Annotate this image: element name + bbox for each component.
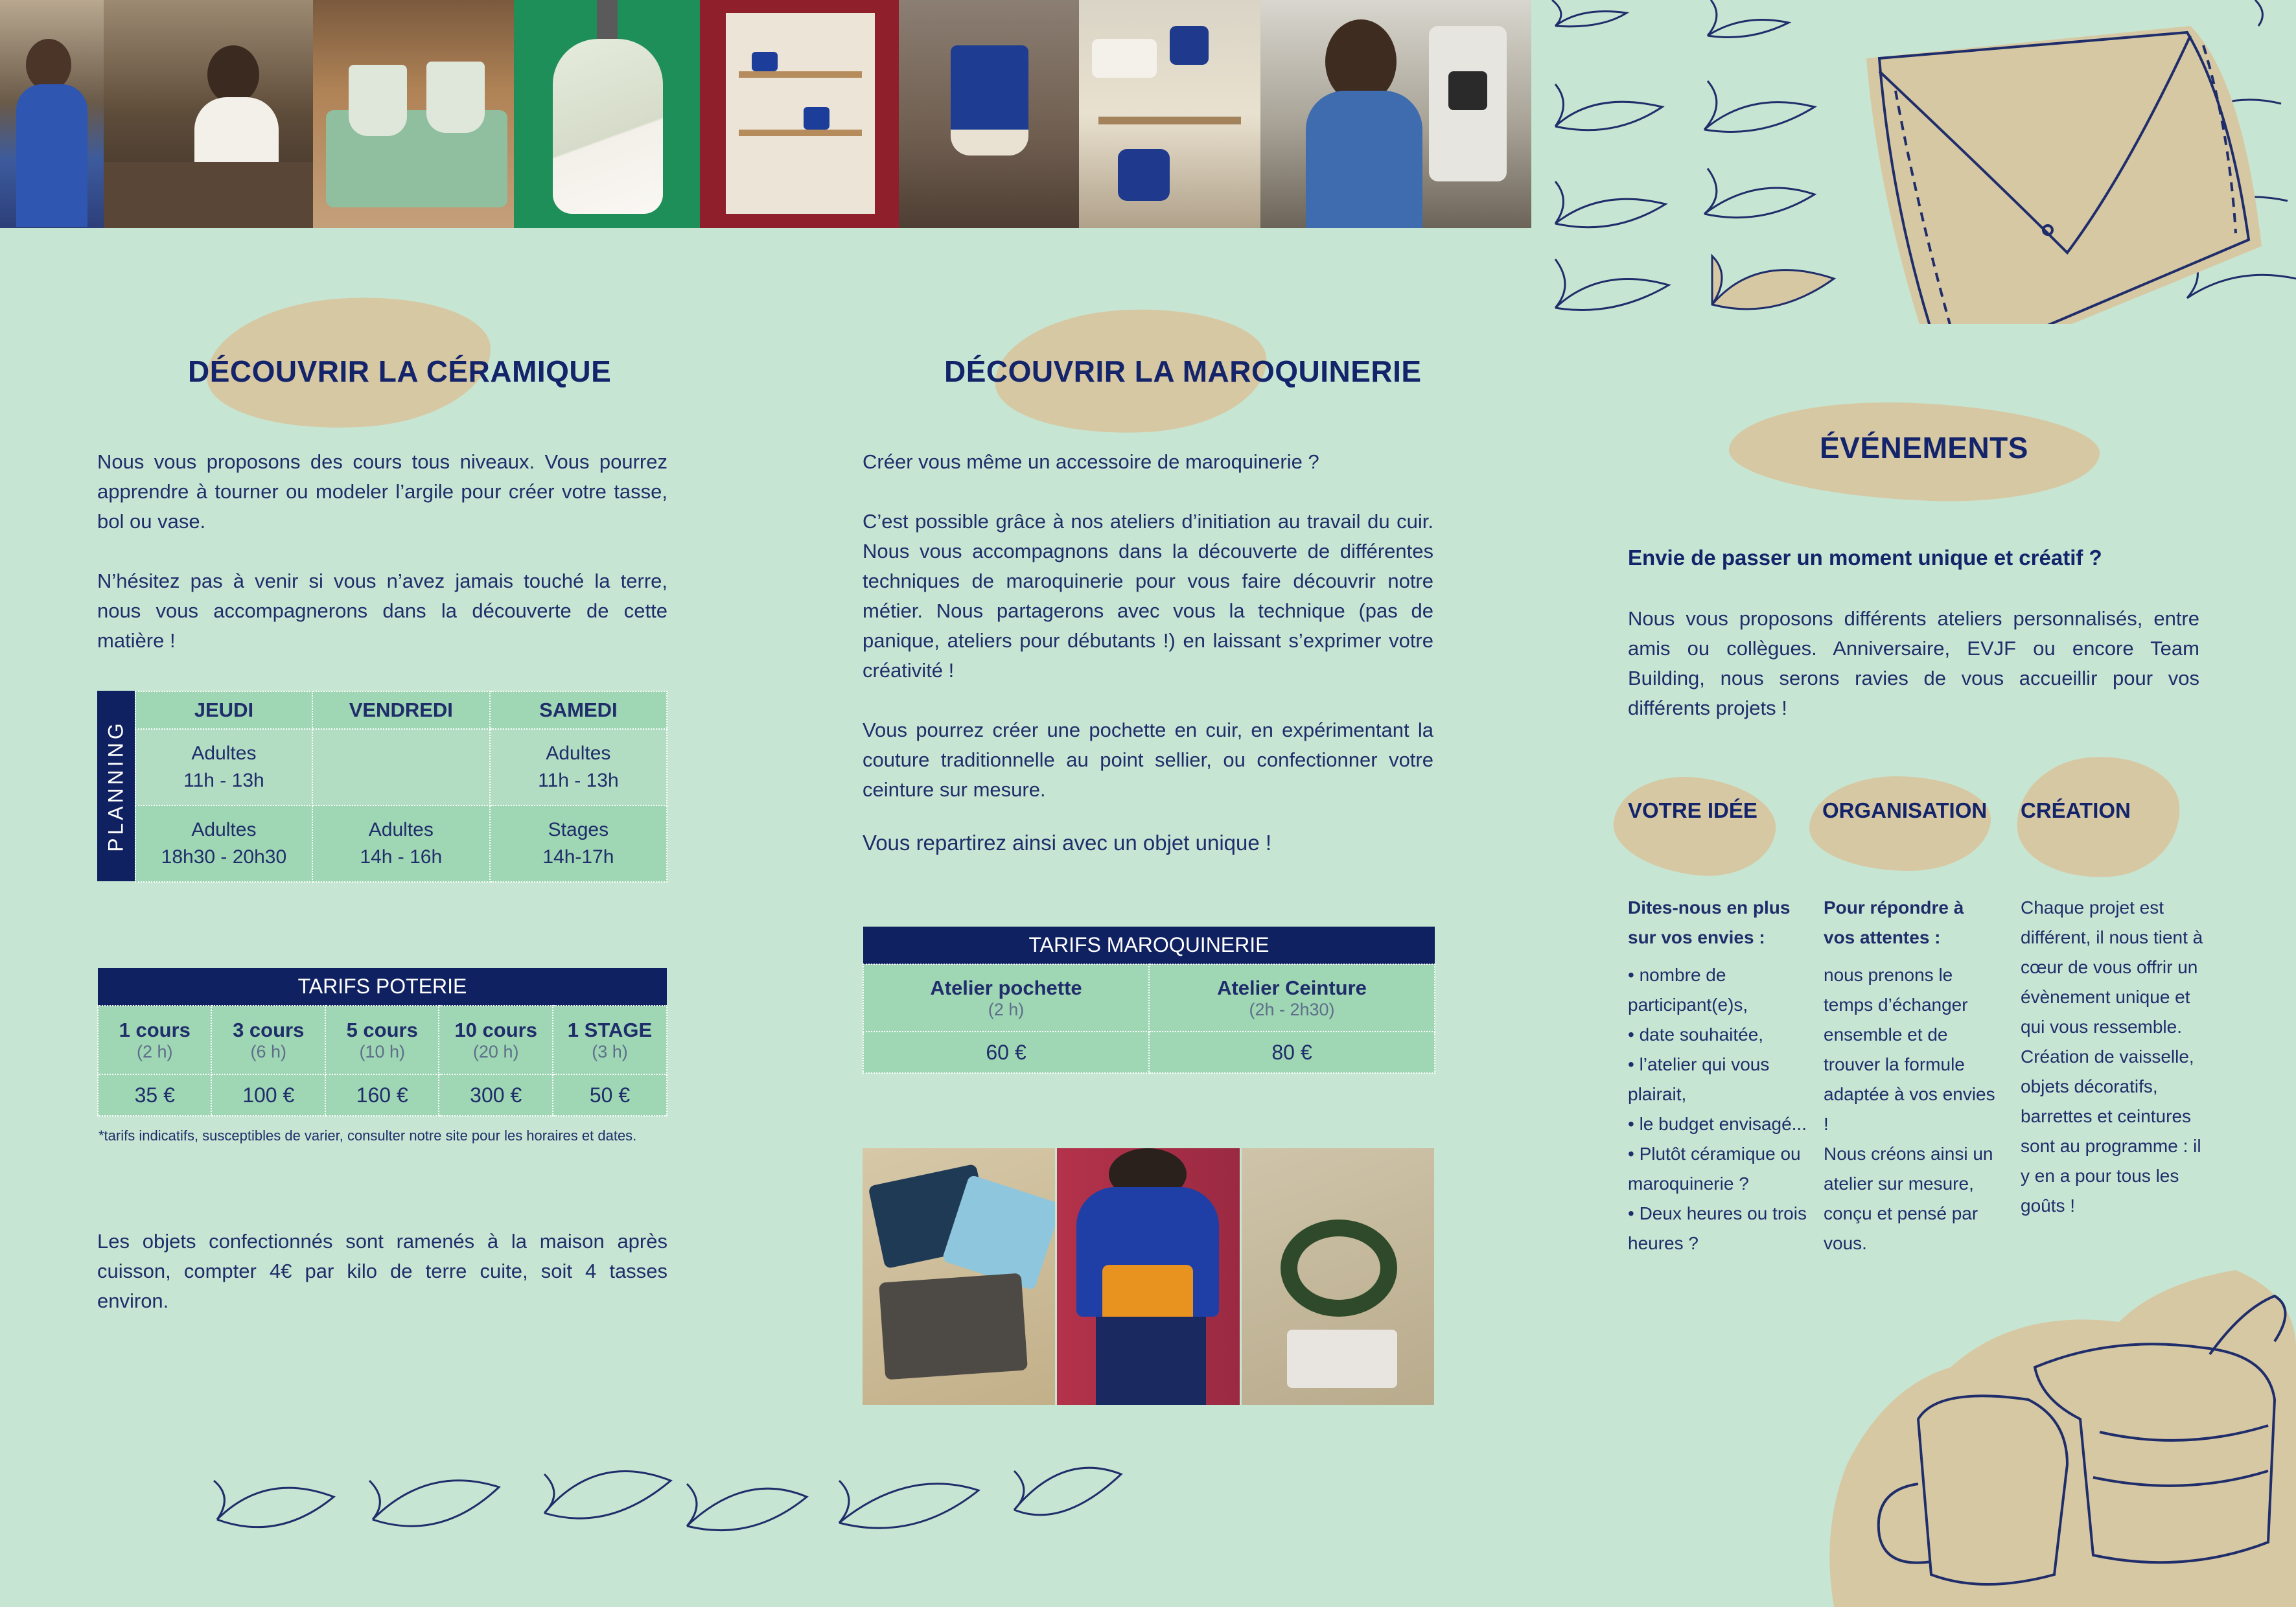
tarif-3-cours	[211, 1006, 325, 1074]
teapot-cups-illustration	[1821, 1270, 2296, 1607]
tarif-label: 1 cours	[119, 1018, 191, 1041]
tarifs-poterie-title: TARIFS POTERIE	[98, 968, 667, 1006]
slot-vendredi-1	[312, 729, 490, 805]
step-line: • le budget envisagé...	[1628, 1114, 1807, 1134]
step-line: • l’atelier qui vous plairait,	[1628, 1054, 1770, 1104]
slot-samedi-1	[490, 729, 667, 805]
slot-type: Stages	[548, 819, 609, 840]
step-line: Chaque projet est différent, il nous tient à cœur de vous offrir un évènement unique et qui vous ressemble. Création de vaisselle, objets décoratifs, barrettes et ceintures sont au programme : il y en a pour tous les goûts !	[2021, 897, 2203, 1216]
step-content-idee	[1628, 893, 1816, 1258]
title-evenements: ÉVÉNEMENTS	[1820, 431, 2028, 465]
photo-ceramic-lamp	[514, 0, 700, 228]
step-blob-organisation	[1809, 776, 1991, 871]
tarif-5-cours	[325, 1006, 439, 1074]
photo-leather-bag-model	[1057, 1148, 1240, 1405]
slot-vendredi-2	[312, 805, 490, 882]
planning-label: PLANNING	[104, 720, 128, 852]
fish-pattern-bottom	[207, 1445, 1128, 1549]
tarif-label: 10 cours	[454, 1018, 537, 1041]
ceramique-intro-2: N’hésitez pas à venir si vous n’avez jamais touché la terre, nous vous accompagnerons dans la découverte de cette matière !	[97, 570, 667, 652]
maroquinerie-p4: Vous repartirez ainsi avec un objet unique !	[863, 831, 1272, 855]
tarif-price: 300 €	[439, 1074, 552, 1116]
ceramique-intro	[97, 447, 667, 656]
tarif-1-cours	[98, 1006, 211, 1074]
slot-jeudi-2	[135, 805, 312, 882]
step-line: • date souhaitée,	[1628, 1024, 1764, 1045]
step-line: • Deux heures ou trois heures ?	[1628, 1203, 1807, 1253]
tarifs-poterie-table	[97, 968, 667, 1116]
tarif-price: 100 €	[211, 1074, 325, 1116]
tarif-duration: (20 h)	[472, 1041, 519, 1061]
step-title-creation: CRÉATION	[2021, 798, 2131, 822]
tarif-label: 3 cours	[233, 1018, 305, 1041]
fish-pattern-top	[1542, 0, 2296, 324]
title-maroquinerie: DÉCOUVRIR LA MAROQUINERIE	[944, 354, 1422, 388]
tarif-price: 50 €	[553, 1074, 667, 1116]
step-blob-idee	[1609, 769, 1780, 883]
tarifs-maroquinerie-table	[863, 927, 1435, 1074]
day-samedi: SAMEDI	[490, 691, 667, 729]
photo-leather-pouches	[863, 1148, 1055, 1405]
ceramique-footer-text: Les objets confectionnés sont ramenés à la maison après cuisson, compter 4€ par kilo de terre cuite, soit 4 tasses environ.	[97, 1230, 667, 1312]
photo-leather-belt	[1242, 1148, 1434, 1405]
tarif-label: 1 STAGE	[567, 1018, 653, 1041]
slot-time: 14h - 16h	[360, 846, 443, 868]
planning-side-label	[97, 691, 135, 881]
slot-time: 14h-17h	[542, 846, 614, 868]
photo-workshop-pottery	[104, 0, 313, 228]
maroquinerie-p3: Vous pourrez créer une pochette en cuir, en expérimentant la couture traditionnelle au point sellier, ou confectionner votre ceinture sur mesure.	[863, 719, 1433, 801]
photo-cups-tray	[313, 0, 514, 228]
photo-ceramics-display	[1079, 0, 1260, 228]
step-line: nous prenons le temps d’échanger ensemble et de trouver la formule adaptée à vos envies !	[1824, 965, 1995, 1134]
tarif-price: 35 €	[98, 1074, 211, 1116]
tarif-1-stage	[553, 1006, 667, 1074]
maroquinerie-p1: Créer vous même un accessoire de maroquinerie ?	[863, 450, 1319, 473]
slot-type: Adultes	[546, 743, 611, 764]
title-ceramique: DÉCOUVRIR LA CÉRAMIQUE	[188, 354, 612, 388]
slot-samedi-2	[490, 805, 667, 882]
slot-jeudi-1	[135, 729, 312, 805]
slot-time: 18h30 - 20h30	[161, 846, 287, 868]
slot-type: Adultes	[368, 819, 434, 840]
tarif-duration: (2 h)	[988, 999, 1025, 1019]
step-title-idee: VOTRE IDÉE	[1628, 798, 1757, 822]
step-title-organisation: ORGANISATION	[1822, 798, 1988, 822]
maroquinerie-p2: C’est possible grâce à nos ateliers d’initiation au travail du cuir. Nous vous accompagnons dans la découverte de différentes techniques de maroquinerie pour vous faire découvrir notre métier. Nous partagerons avec vous la technique (pas de panique, ateliers pour débutants !) en laissant s’exprimer votre créativité !	[863, 510, 1433, 682]
tarif-label: 5 cours	[346, 1018, 418, 1041]
tarif-price: 80 €	[1149, 1032, 1435, 1073]
tarif-price: 60 €	[863, 1032, 1149, 1073]
evenements-subtitle: Envie de passer un moment unique et créatif ?	[1628, 546, 2102, 570]
step-lead: Dites-nous en plus sur vos envies :	[1628, 897, 1791, 947]
tarif-duration: (2 h)	[136, 1041, 173, 1061]
tarifs-maroquinerie-title: TARIFS MAROQUINERIE	[863, 927, 1435, 964]
maroquinerie-text	[863, 447, 1433, 858]
ceramique-intro-1: Nous vous proposons des cours tous niveaux. Vous pourrez apprendre à tourner ou modeler l’argile pour créer votre tasse, bol ou vase.	[97, 450, 667, 533]
slot-type: Adultes	[191, 743, 257, 764]
photo-blue-cup	[899, 0, 1079, 228]
tarif-ceinture	[1149, 964, 1435, 1032]
tarifs-note: *tarifs indicatifs, susceptibles de varier, consulter notre site pour les horaires et dates.	[99, 1127, 637, 1144]
step-line: • nombre de participant(e)s,	[1628, 965, 1748, 1015]
photo-workshop-sewing	[0, 0, 104, 228]
step-content-organisation	[1824, 893, 1999, 1258]
tarif-duration: (2h - 2h30)	[1249, 999, 1335, 1019]
step-lead: Pour répondre à vos attentes :	[1824, 897, 1964, 947]
photo-shop-shelves	[700, 0, 899, 228]
day-jeudi: JEUDI	[135, 691, 312, 729]
tarif-label: Atelier pochette	[930, 976, 1082, 999]
slot-time: 11h - 13h	[538, 770, 619, 791]
photo-leather-sewing	[1260, 0, 1531, 228]
tarif-pochette	[863, 964, 1149, 1032]
slot-time: 11h - 13h	[183, 770, 264, 791]
slot-type: Adultes	[191, 819, 257, 840]
evenements-text: Nous vous proposons différents ateliers personnalisés, entre amis ou collègues. Anniversaire, EVJF ou encore Team Building, nous serons ravies de vous accueillir pour vos différents projets !	[1628, 607, 2199, 719]
day-vendredi: VENDREDI	[312, 691, 490, 729]
step-content-creation	[2021, 893, 2209, 1221]
tarif-duration: (10 h)	[359, 1041, 405, 1061]
step-line: Nous créons ainsi un atelier sur mesure, conçu et pensé par vous.	[1824, 1144, 1993, 1253]
tarif-10-cours	[439, 1006, 552, 1074]
tarif-duration: (3 h)	[592, 1041, 628, 1061]
planning-table	[135, 691, 667, 883]
tarif-label: Atelier Ceinture	[1217, 976, 1367, 999]
tarif-price: 160 €	[325, 1074, 439, 1116]
tarif-duration: (6 h)	[250, 1041, 286, 1061]
step-line: • Plutôt céramique ou maroquinerie ?	[1628, 1144, 1801, 1194]
